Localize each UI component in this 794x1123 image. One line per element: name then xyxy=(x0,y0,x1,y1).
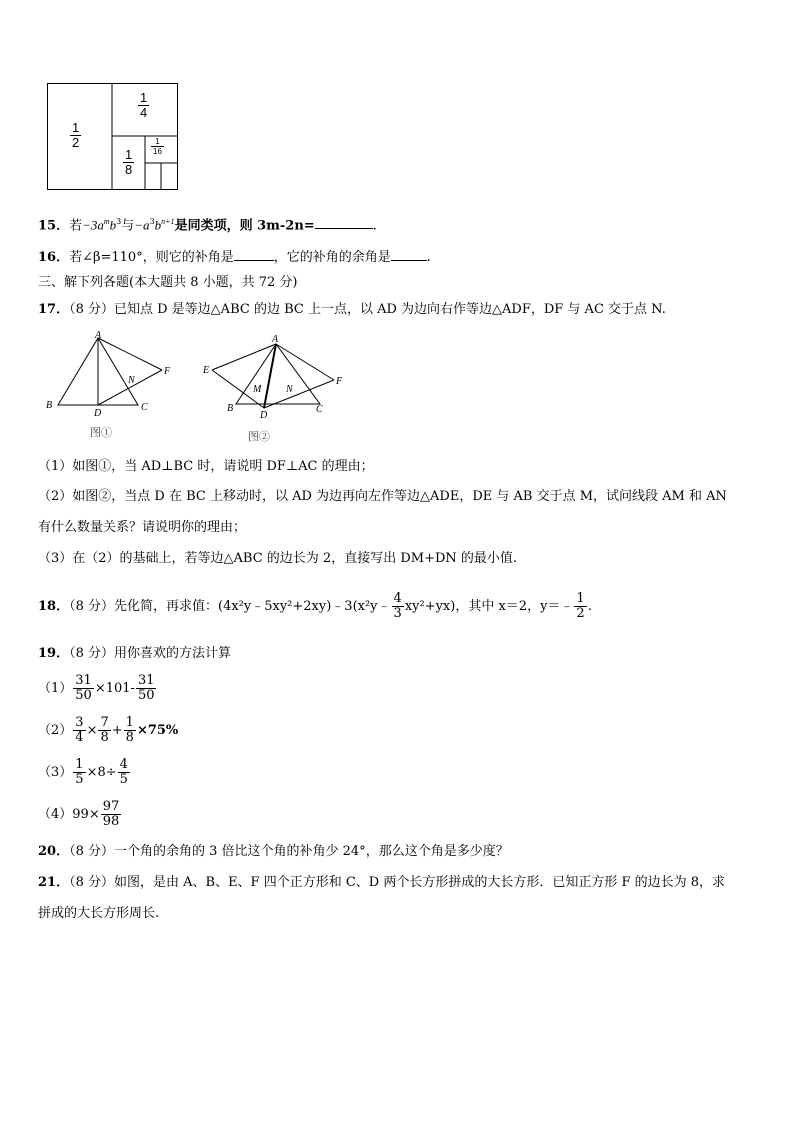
fraction-one-sixteenth: $\frac{1}{16}$ xyxy=(153,137,162,156)
figure-1-caption: 图① xyxy=(90,427,112,439)
label-C: C xyxy=(316,404,323,415)
q19-stem-text: （8 分）用你喜欢的方法计算 xyxy=(69,646,231,661)
label-D: D xyxy=(260,410,268,421)
q19-p2-frac-c: $\frac{1}{8}$ xyxy=(125,715,134,745)
question-18-number: 18． xyxy=(38,599,70,614)
q19-p2-op2: + xyxy=(111,723,123,738)
question-18 xyxy=(38,592,592,622)
q15-term1: −3a xyxy=(82,217,104,233)
q19-p2-op3: ×75% xyxy=(136,723,179,738)
q19-p3-frac-b: $\frac{4}{5}$ xyxy=(119,757,128,787)
question-15 xyxy=(38,213,377,235)
q19-p1-op: ×101- xyxy=(94,681,135,696)
label-A: A xyxy=(95,330,102,341)
question-20 xyxy=(38,843,509,861)
q17-part-2b: 有什么数量关系？请说明你的理由； xyxy=(38,520,247,535)
question-16-number: 16． xyxy=(38,250,70,265)
q19-p3-frac-a: $\frac{1}{5}$ xyxy=(75,757,84,787)
fraction-square-figure xyxy=(47,83,178,190)
q19-p3-label: （3） xyxy=(38,765,73,780)
fraction-one-half: $\frac{1}{2}$ xyxy=(72,120,80,150)
q21-text1: （8 分）如图，是由 A、B、E、F 四个正方形和 C、D 两个长方形拼成的大长方形．已知正方形 F 的边长为 8，求 xyxy=(69,875,726,890)
q15-term1-exp: m xyxy=(103,217,110,226)
label-M: M xyxy=(253,384,262,395)
label-N: N xyxy=(286,384,293,395)
question-21-cont: 拼成的大长方形周长. xyxy=(38,906,160,921)
triangle-figure-1 xyxy=(44,330,184,440)
q15-term1-b: b xyxy=(109,217,117,233)
section-heading: 三、解下列各题(本大题共 8 小题，共 72 分) xyxy=(38,275,298,290)
triangle-figure-1-svg xyxy=(44,330,184,440)
q19-part-4 xyxy=(38,798,122,832)
label-N: N xyxy=(128,375,135,386)
triangle-figure-2 xyxy=(200,330,360,445)
q19-p1-frac-a: $\frac{31}{50}$ xyxy=(75,673,92,703)
question-15-number: 15． xyxy=(38,218,70,234)
q19-p1-frac-b: $\frac{31}{50}$ xyxy=(137,673,155,703)
q15-pre: 若 xyxy=(69,218,83,234)
q19-p2-op1: × xyxy=(86,723,98,738)
q15-post: 是同类项，则 3m-2n= xyxy=(174,218,315,234)
q19-p4-label: （4）99× xyxy=(38,807,100,822)
label-C: C xyxy=(141,402,148,413)
q15-term2-b-exp: n+1 xyxy=(161,217,175,226)
q16-text2: ，它的补角的余角是 xyxy=(273,250,391,265)
q19-part-3 xyxy=(38,756,131,790)
question-19-number: 19． xyxy=(38,646,70,661)
label-D: D xyxy=(94,408,102,419)
q17-part-1: （1）如图①，当 AD⊥BC 时，请说明 DF⊥AC 的理由； xyxy=(38,459,374,474)
q15-term2: −a xyxy=(134,217,150,233)
fraction-one-quarter: $\frac{1}{4}$ xyxy=(140,90,148,120)
question-20-number: 20． xyxy=(38,844,70,859)
question-16 xyxy=(38,249,431,267)
question-21-number: 21． xyxy=(38,875,70,890)
q19-p4-frac-a: $\frac{97}{98}$ xyxy=(102,799,120,829)
answer-blank[interactable] xyxy=(391,260,427,261)
q15-term2-exp: 3 xyxy=(149,217,155,226)
label-A: A xyxy=(272,334,279,345)
q17-part-3: （3）在（2）的基础上，若等边△ABC 的边长为 2，直接写出 DM+DN 的最小值. xyxy=(38,551,518,566)
q19-p2-frac-a: $\frac{3}{4}$ xyxy=(75,715,84,745)
q18-fraction-y: $\frac{1}{2}$ xyxy=(576,591,585,621)
question-17-stem xyxy=(38,301,666,319)
fraction-one-eighth: $\frac{1}{8}$ xyxy=(125,147,133,177)
label-B: B xyxy=(46,400,53,411)
q18-mid: xy²+yx)，其中 x＝2，y＝﹣ xyxy=(404,599,574,614)
q16-text1: 若∠β=110°，则它的补角是 xyxy=(69,250,234,265)
q18-pre: （8 分）先化简，再求值：(4x²y﹣5xy²+2xy)﹣3(x²y﹣ xyxy=(69,599,391,614)
question-17-number: 17． xyxy=(38,302,70,317)
q18-fraction-four-thirds: $\frac{4}{3}$ xyxy=(393,591,402,621)
q20-text: （8 分）一个角的余角的 3 倍比这个角的补角少 24°，那么这个角是多少度？ xyxy=(69,844,509,859)
q19-p2-frac-b: $\frac{7}{8}$ xyxy=(100,715,109,745)
q18-end: . xyxy=(587,599,592,614)
q16-end: . xyxy=(426,250,431,265)
q15-end: . xyxy=(372,218,377,234)
label-F: F xyxy=(164,366,171,377)
q19-part-1 xyxy=(38,672,157,706)
q19-p3-op1: ×8÷ xyxy=(86,765,117,780)
q15-term1-b-exp: 3 xyxy=(116,217,122,226)
q19-p1-label: （1） xyxy=(38,681,73,696)
label-B: B xyxy=(227,403,234,414)
label-E: E xyxy=(203,365,210,376)
question-19-stem xyxy=(38,645,231,663)
q17-stem-text: （8 分）已知点 D 是等边△ABC 的边 BC 上一点，以 AD 为边向右作等边△ADF，DF 与 AC 交于点 N. xyxy=(69,302,666,317)
q17-part-2a: （2）如图②，当点 D 在 BC 上移动时，以 AD 为边再向左作等边△ADE，DE 与 AB 交于点 M，试问线段 AM 和 AN xyxy=(38,489,727,504)
q19-part-2 xyxy=(38,714,178,748)
question-21 xyxy=(38,874,725,892)
triangle-figure-2-svg xyxy=(200,330,360,445)
label-F: F xyxy=(336,376,343,387)
q15-mid: 与 xyxy=(121,218,135,234)
answer-blank[interactable] xyxy=(315,228,373,229)
answer-blank[interactable] xyxy=(234,260,274,261)
figure-2-caption: 图② xyxy=(248,431,270,443)
q15-term2-b: b xyxy=(154,217,162,233)
q19-p2-label: （2） xyxy=(38,723,73,738)
